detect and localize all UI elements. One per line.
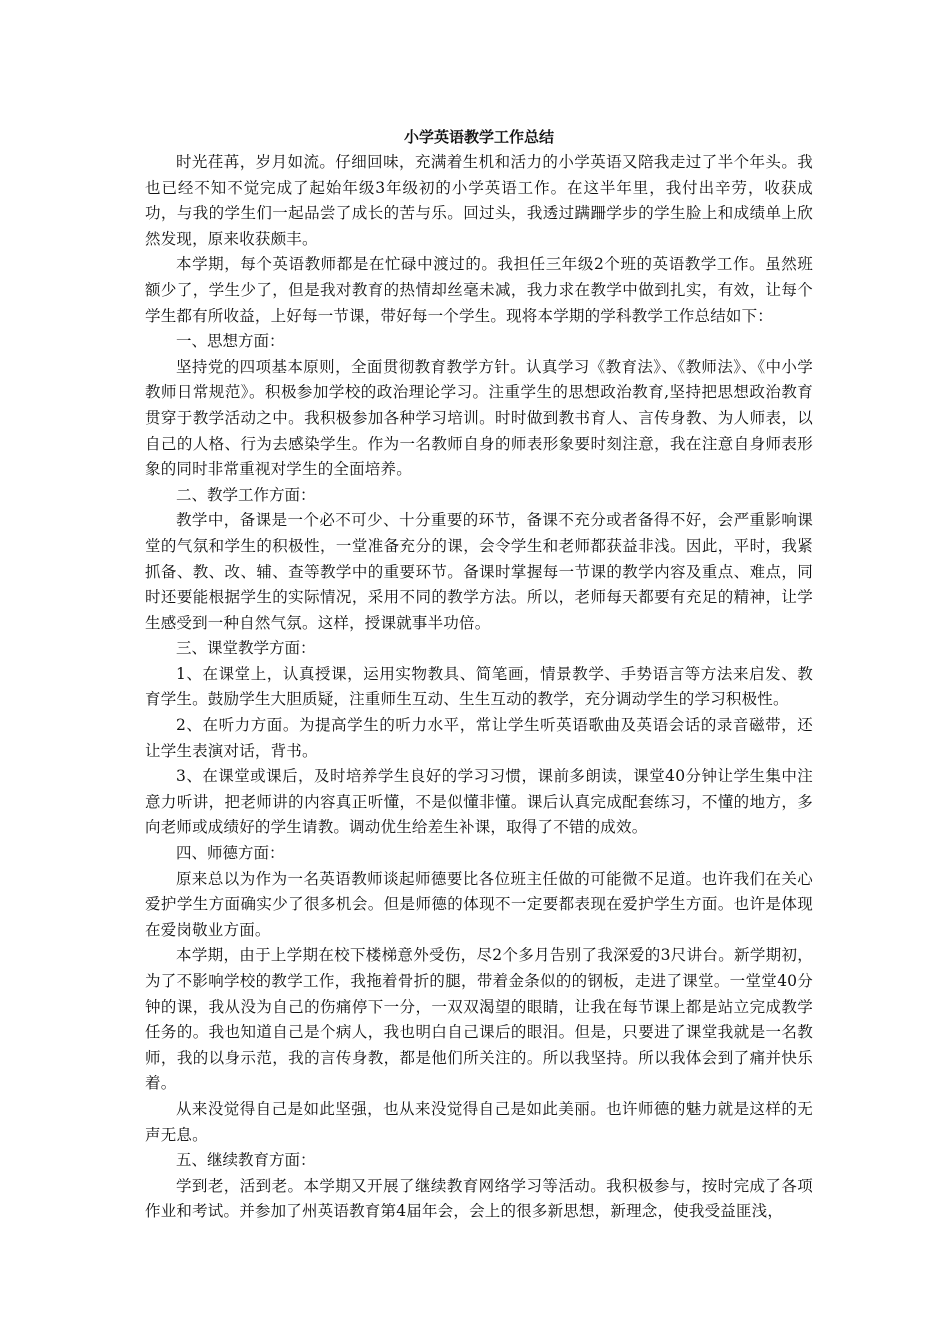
section-heading-teaching: 二、教学工作方面： xyxy=(176,485,316,504)
teaching-paragraph: 教学中，备课是一个必不可少、十分重要的环节，备课不充分或者备得不好，会严重影响课堂的气氛和学生的积极性，一堂准备充分的课，会令学生和老师都获益非浅。因此，平时，我紧抓备、教、改、辅、查等教学中的重要环节。备课时掌握每一节课的教学内容及重点、难点，同时还要能根据学生的实际情况，采用不同的教学方法。所以，老师每天都要有充足的精神，让学生感受到一种自然气氛。这样，授课就事半功倍。 xyxy=(145,511,813,632)
intro-paragraph: 时光荏苒，岁月如流。仔细回味，充满着生机和活力的小学英语又陪我走过了半个年头。我也已经不知不觉完成了起始年级3年级初的小学英语工作。在这半年里，我付出辛劳，收获成功，与我的学生们一起品尝了成长的苦与乐。回过头，我透过蹒跚学步的学生脸上和成绩单上欣然发现，原来收获颇丰。 xyxy=(145,153,813,248)
classroom-item-3: 3、在课堂或课后，及时培养学生良好的学习习惯，课前多朗读，课堂40分钟让学生集中注意力听讲，把老师讲的内容真正听懂，不是似懂非懂。课后认真完成配套练习，不懂的地方，多向老师或成绩好的学生请教。调动优生给差生补课，取得了不错的成效。 xyxy=(145,767,813,837)
thought-paragraph: 坚持党的四项基本原则，全面贯彻教育教学方针。认真学习《教育法》、《教师法》、《中小学教师日常规范》。积极参加学校的政治理论学习。注重学生的思想政治教育,坚持把思想政治教育贯穿于教学活动之中。我积极参加各种学习培训。时时做到教书育人、言传身教、为人师表，以自己的人格、行为去感染学生。作为一名教师自身的师表形象要时刻注意，我在注意自身师表形象的同时非常重视对学生的全面培养。 xyxy=(145,357,813,479)
ethics-paragraph-2: 本学期，由于上学期在校下楼梯意外受伤，尽2个多月告别了我深爱的3尺讲台。新学期初，为了不影响学校的教学工作，我拖着骨折的腿，带着金条似的的钢板，走进了课堂。一堂堂40分钟的课，我从没为自己的伤痛停下一分，一双双渴望的眼睛，让我在每节课上都是站立完成教学任务的。我也知道自己是个病人，我也明白自己课后的眼泪。但是，只要进了课堂我就是一名教师，我的以身示范，我的言传身教，都是他们所关注的。所以我坚持。所以我体会到了痛并快乐着。 xyxy=(145,946,813,1093)
classroom-item-1: 1、在课堂上，认真授课，运用实物教具、简笔画，情景教学、手势语言等方法来启发、教育学生。鼓励学生大胆质疑，注重师生互动、生生互动的教学，充分调动学生的学习积极性。 xyxy=(145,664,813,709)
ethics-paragraph-3: 从来没觉得自己是如此坚强，也从来没觉得自己是如此美丽。也许师德的魅力就是这样的无声无息。 xyxy=(145,1099,813,1144)
section-heading-thought: 一、思想方面： xyxy=(176,332,285,351)
document-body xyxy=(145,124,813,1225)
semester-paragraph: 本学期，每个英语教师都是在忙碌中渡过的。我担任三年级2个班的英语教学工作。虽然班额少了，学生少了，但是我对教育的热情却丝毫未减，我力求在教学中做到扎实，有效，让每个学生都有所收益，上好每一节课，带好每一个学生。现将本学期的学科教学工作总结如下： xyxy=(145,255,813,325)
section-heading-classroom: 三、课堂教学方面： xyxy=(176,639,316,658)
section-heading-continuing-education: 五、继续教育方面： xyxy=(176,1151,316,1170)
section-heading-ethics: 四、师德方面： xyxy=(176,844,285,863)
document-title: 小学英语教学工作总结 xyxy=(403,128,554,146)
classroom-item-2: 2、在听力方面。为提高学生的听力水平，常让学生听英语歌曲及英语会话的录音磁带，还让学生表演对话，背书。 xyxy=(145,716,813,760)
ethics-paragraph-1: 原来总以为作为一名英语教师谈起师德要比各位班主任做的可能微不足道。也许我们在关心爱护学生方面确实少了很多机会。但是师德的体现不一定要都表现在爱护学生方面。也许是体现在爱岗敬业方面。 xyxy=(145,869,813,939)
continuing-education-paragraph: 学到老，活到老。本学期又开展了继续教育网络学习等活动。我积极参与，按时完成了各项作业和考试。并参加了州英语教育第4届年会，会上的很多新思想，新理念，使我受益匪浅， xyxy=(145,1176,813,1221)
